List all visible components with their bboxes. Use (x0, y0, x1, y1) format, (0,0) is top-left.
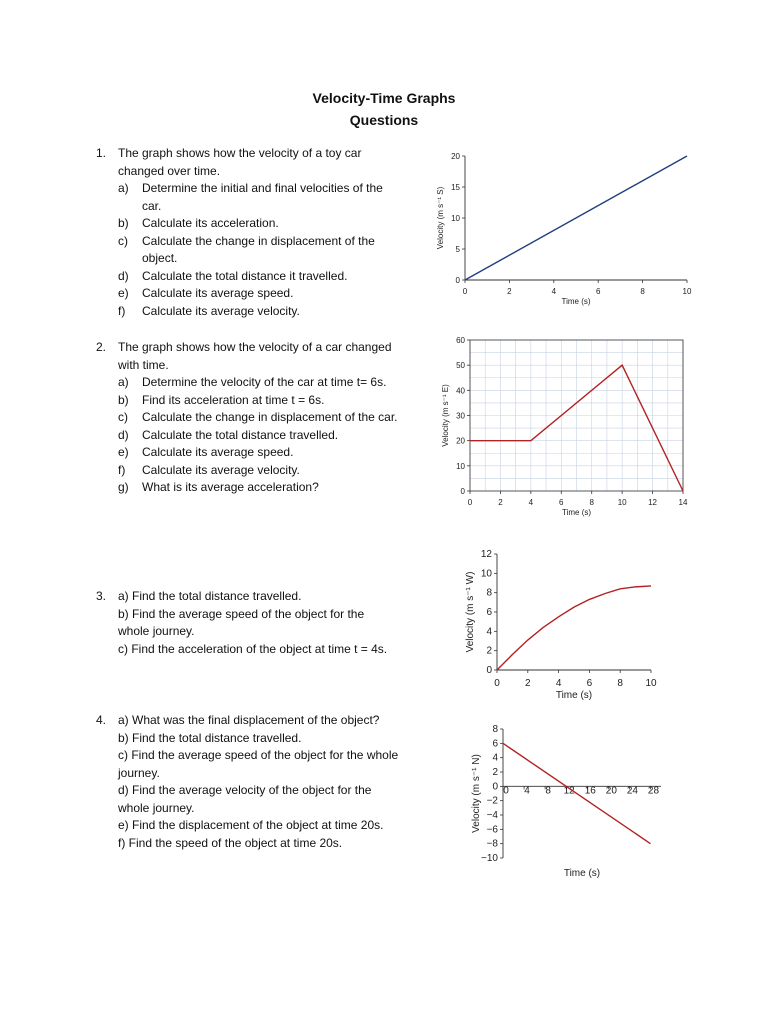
question-text-line: a) What was the final displacement of the object? (118, 713, 380, 727)
question-text-line: changed over time. (118, 163, 221, 178)
y-tick-label: 5 (455, 245, 460, 254)
question-number: 3. (96, 589, 107, 603)
y-tick-label: −2 (486, 795, 498, 807)
y-tick-label: 30 (456, 411, 465, 421)
question-text-line: The graph shows how the velocity of a car changed (118, 340, 392, 354)
question-text-line: Determine the velocity of the car at time t= 6s. (142, 375, 387, 389)
x-tick-label: 0 (503, 785, 509, 797)
x-tick-label: 12 (563, 785, 575, 797)
x-axis-label: Time (s) (561, 508, 592, 517)
question-text-line: Calculate the total distance travelled. (142, 427, 339, 442)
chart-1 (430, 140, 700, 315)
sub-question-marker: b) (118, 392, 129, 407)
question-text-line: Determine the initial and final velocities of the (142, 181, 383, 195)
question-text-line: a) Find the total distance travelled. (118, 589, 302, 603)
chart-3 (450, 545, 670, 710)
question-text-line: whole journey. (118, 800, 195, 815)
x-tick-label: 4 (555, 678, 562, 689)
x-axis-label: Time (s) (563, 868, 601, 879)
question-text-line: object. (142, 251, 178, 265)
question-text-line: b) Find the average speed of the object for the (118, 606, 365, 621)
question-text-line: Calculate the total distance it travelled. (142, 268, 348, 283)
x-tick-label: 4 (551, 287, 557, 296)
question-text-line: e) Find the displacement of the object at time 20s. (118, 818, 384, 832)
x-axis-label: Time (s) (561, 297, 591, 306)
y-tick-label: 2 (492, 767, 498, 778)
question-text-line: car. (142, 198, 162, 213)
x-tick-label: 12 (648, 498, 658, 507)
y-tick-label: 20 (451, 152, 460, 161)
x-tick-label: 0 (467, 498, 473, 507)
y-tick-label: −8 (486, 838, 498, 850)
question-text-line: Find its acceleration at time t = 6s. (142, 392, 325, 407)
x-tick-label: 10 (617, 498, 627, 507)
sub-question-marker: a) (118, 375, 129, 389)
sub-question-marker: f) (118, 303, 126, 318)
y-axis-label: Velocity (m s⁻¹ S) (436, 186, 445, 250)
y-tick-label: 50 (456, 361, 465, 371)
sub-question-marker: e) (118, 286, 129, 300)
x-tick-label: 6 (595, 287, 601, 296)
x-tick-label: 8 (589, 498, 594, 507)
y-tick-label: 15 (451, 183, 460, 192)
sub-question-marker: f) (118, 462, 126, 477)
x-tick-label: 10 (645, 678, 657, 689)
x-tick-label: 14 (678, 498, 688, 507)
y-tick-label: 0 (455, 276, 460, 285)
question-text-line: whole journey. (118, 624, 195, 638)
sub-question-marker: d) (118, 268, 129, 283)
y-tick-label: −4 (486, 810, 498, 821)
y-axis-label: Velocity (m s⁻¹ W) (465, 571, 476, 653)
y-tick-label: 10 (451, 214, 460, 223)
y-tick-label: 60 (456, 336, 465, 345)
x-tick-label: 28 (647, 785, 660, 797)
y-axis-label: Velocity (m s⁻¹ N) (471, 754, 482, 833)
question-text-line: with time. (118, 357, 169, 372)
y-tick-label: −10 (481, 853, 498, 864)
y-tick-label: 0 (460, 487, 465, 496)
question-number: 1. (96, 146, 107, 160)
x-tick-label: 24 (626, 785, 638, 797)
question-text-line: Calculate the change in displacement of the car. (142, 410, 398, 424)
x-tick-label: 0 (462, 287, 468, 296)
x-tick-label: 16 (584, 785, 596, 797)
sub-question-marker: c) (118, 410, 128, 424)
question-text-line: Calculate its average velocity. (142, 303, 300, 318)
chart-2 (430, 330, 700, 530)
sub-question-marker: g) (118, 480, 129, 494)
y-tick-label: 12 (480, 549, 492, 560)
y-tick-label: 4 (486, 626, 492, 638)
question-text-line: journey. (118, 765, 160, 780)
question-text-line: Calculate its average velocity. (142, 462, 300, 477)
sub-question-marker: c) (118, 233, 128, 248)
y-tick-label: 8 (492, 724, 498, 735)
x-tick-label: 6 (586, 678, 593, 689)
sub-question-marker: e) (118, 445, 129, 459)
page-subtitle: Questions (349, 112, 419, 128)
y-tick-label: 6 (492, 738, 498, 750)
x-tick-label: 8 (617, 678, 623, 689)
x-tick-label: 6 (559, 498, 564, 507)
question-text-line: b) Find the total distance travelled. (118, 730, 302, 745)
x-tick-label: 20 (605, 785, 617, 797)
question-text-line: Calculate its average speed. (142, 445, 294, 459)
question-text-line: c) Find the acceleration of the object at time t = 4s. (118, 641, 388, 656)
chart-4 (460, 718, 680, 883)
sub-question-marker: b) (118, 216, 129, 230)
y-tick-label: 10 (480, 568, 492, 580)
y-tick-label: 0 (486, 665, 492, 676)
x-tick-label: 4 (524, 785, 530, 797)
y-tick-label: −6 (486, 824, 498, 836)
question-text-line: What is its average acceleration? (142, 480, 319, 494)
question-text-line: The graph shows how the velocity of a toy car (118, 146, 362, 160)
question-text-line: Calculate the change in displacement of the (142, 233, 375, 248)
y-tick-label: 6 (486, 607, 492, 618)
question-text-line: d) Find the average velocity of the object for the (118, 783, 372, 797)
y-tick-label: 10 (456, 461, 465, 471)
x-axis-label: Time (s) (555, 690, 593, 701)
question-number: 4. (96, 713, 107, 727)
question-text-line: Calculate its acceleration. (142, 216, 279, 230)
x-tick-label: 0 (494, 678, 500, 689)
x-tick-label: 8 (545, 785, 551, 797)
y-tick-label: 4 (492, 752, 498, 764)
y-tick-label: 2 (486, 645, 492, 657)
x-tick-label: 2 (507, 287, 512, 296)
x-tick-label: 8 (640, 287, 645, 296)
sub-question-marker: a) (118, 181, 129, 195)
sub-question-marker: d) (118, 427, 129, 442)
x-tick-label: 2 (525, 678, 531, 689)
x-tick-label: 2 (498, 498, 503, 507)
question-text-line: c) Find the average speed of the object for the whole (118, 748, 399, 762)
question-number: 2. (96, 340, 107, 354)
y-tick-label: 0 (492, 781, 498, 793)
question-text-line: f) Find the speed of the object at time 20s. (118, 835, 343, 850)
y-tick-label: 8 (486, 587, 492, 599)
series-line (465, 156, 687, 280)
y-tick-label: 40 (456, 386, 465, 396)
question-text-line: Calculate its average speed. (142, 286, 294, 300)
y-tick-label: 20 (456, 436, 465, 446)
x-tick-label: 4 (528, 498, 534, 507)
y-axis-label: Velocity (m s⁻¹ E) (441, 384, 450, 447)
x-tick-label: 10 (682, 287, 692, 296)
series-line (497, 586, 651, 670)
page-title: Velocity-Time Graphs (312, 90, 456, 106)
